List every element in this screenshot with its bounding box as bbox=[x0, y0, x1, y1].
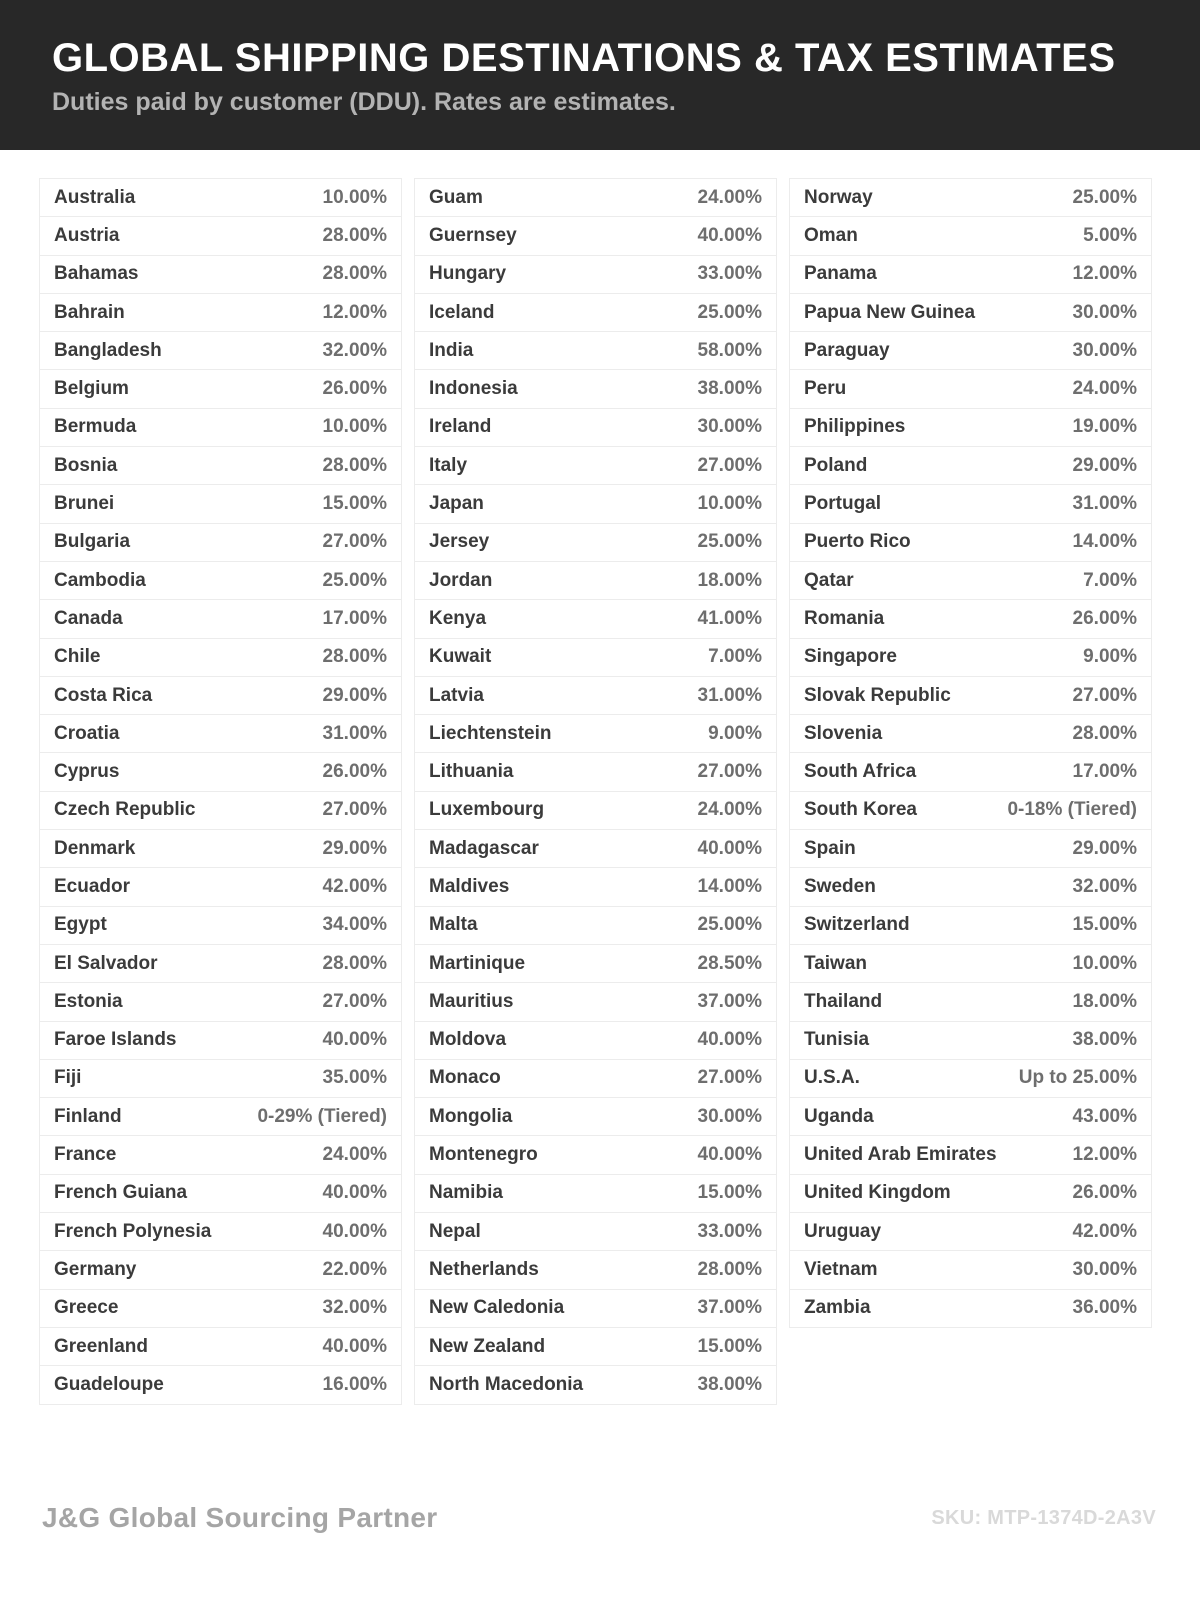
country-label: Papua New Guinea bbox=[804, 301, 976, 323]
table-row bbox=[789, 638, 1152, 677]
table-row bbox=[789, 1021, 1152, 1060]
table-row bbox=[414, 752, 777, 791]
country-label: United Arab Emirates bbox=[804, 1144, 997, 1166]
rate-value: 29.00% bbox=[322, 837, 387, 859]
country-label: Latvia bbox=[429, 684, 484, 706]
rate-value: 40.00% bbox=[322, 1029, 387, 1051]
table-row bbox=[789, 1250, 1152, 1289]
rate-value: 37.00% bbox=[697, 1297, 762, 1319]
country-label: Qatar bbox=[804, 569, 854, 591]
table-row bbox=[414, 1174, 777, 1213]
country-label: Bermuda bbox=[54, 416, 137, 438]
table-row bbox=[39, 982, 402, 1021]
rates-column-2 bbox=[414, 178, 777, 1405]
rate-value: 18.00% bbox=[697, 569, 762, 591]
rate-value: 9.00% bbox=[708, 722, 762, 744]
table-row bbox=[789, 561, 1152, 600]
country-label: United Kingdom bbox=[804, 1182, 951, 1204]
table-row bbox=[414, 369, 777, 408]
country-label: Tunisia bbox=[804, 1029, 870, 1051]
rate-value: 10.00% bbox=[322, 186, 387, 208]
rate-value: 26.00% bbox=[322, 761, 387, 783]
country-label: Egypt bbox=[54, 914, 107, 936]
table-row bbox=[39, 369, 402, 408]
rate-value: 33.00% bbox=[697, 1220, 762, 1242]
rate-value: 26.00% bbox=[1072, 1182, 1137, 1204]
table-row bbox=[414, 599, 777, 638]
country-label: Bahamas bbox=[54, 263, 139, 285]
rate-value: 30.00% bbox=[1072, 1258, 1137, 1280]
rate-value: 28.00% bbox=[322, 263, 387, 285]
table-row bbox=[789, 484, 1152, 523]
rate-value: 25.00% bbox=[697, 914, 762, 936]
table-row bbox=[414, 1212, 777, 1251]
table-row bbox=[789, 982, 1152, 1021]
table-row bbox=[789, 523, 1152, 562]
rate-value: 28.00% bbox=[322, 952, 387, 974]
table-row bbox=[414, 1289, 777, 1328]
table-row bbox=[414, 408, 777, 447]
country-label: Italy bbox=[429, 454, 468, 476]
table-row bbox=[414, 1097, 777, 1136]
rate-value: 28.50% bbox=[697, 952, 762, 974]
table-row bbox=[414, 255, 777, 294]
table-row bbox=[39, 638, 402, 677]
rate-value: 41.00% bbox=[697, 607, 762, 629]
rate-value: 15.00% bbox=[1072, 914, 1137, 936]
rate-value: 29.00% bbox=[322, 684, 387, 706]
country-label: Slovak Republic bbox=[804, 684, 951, 706]
country-label: Guadeloupe bbox=[54, 1373, 164, 1395]
rate-value: 24.00% bbox=[322, 1144, 387, 1166]
rate-value: 29.00% bbox=[1072, 837, 1137, 859]
rates-table bbox=[39, 178, 1152, 1405]
rate-value: 10.00% bbox=[1072, 952, 1137, 974]
table-row bbox=[414, 446, 777, 485]
table-row bbox=[414, 1021, 777, 1060]
table-row bbox=[414, 216, 777, 255]
table-row bbox=[39, 676, 402, 715]
rate-value: 28.00% bbox=[1072, 722, 1137, 744]
table-row bbox=[789, 676, 1152, 715]
rate-value: 29.00% bbox=[1072, 454, 1137, 476]
table-row bbox=[414, 1250, 777, 1289]
country-label: Moldova bbox=[429, 1029, 507, 1051]
country-label: Poland bbox=[804, 454, 868, 476]
rate-value: 35.00% bbox=[322, 1067, 387, 1089]
table-row bbox=[789, 408, 1152, 447]
country-label: French Polynesia bbox=[54, 1220, 212, 1242]
rate-value: 9.00% bbox=[1083, 646, 1137, 668]
country-label: Greece bbox=[54, 1297, 119, 1319]
rate-value: 30.00% bbox=[697, 1105, 762, 1127]
country-label: North Macedonia bbox=[429, 1373, 584, 1395]
rate-value: 14.00% bbox=[1072, 531, 1137, 553]
country-label: Oman bbox=[804, 224, 858, 246]
table-row bbox=[39, 1135, 402, 1174]
table-row bbox=[789, 331, 1152, 370]
table-row bbox=[789, 1059, 1152, 1098]
rate-value: 40.00% bbox=[697, 1029, 762, 1051]
country-label: U.S.A. bbox=[804, 1067, 860, 1089]
table-row bbox=[414, 1327, 777, 1366]
country-label: Malta bbox=[429, 914, 478, 936]
country-label: South Africa bbox=[804, 761, 917, 783]
rate-value: 27.00% bbox=[322, 990, 387, 1012]
table-row bbox=[39, 1097, 402, 1136]
rate-value: 28.00% bbox=[322, 454, 387, 476]
country-label: Montenegro bbox=[429, 1144, 538, 1166]
rate-value: 14.00% bbox=[697, 875, 762, 897]
country-label: Slovenia bbox=[804, 722, 883, 744]
rate-value: 0-18% (Tiered) bbox=[1007, 799, 1137, 821]
rate-value: 25.00% bbox=[1072, 186, 1137, 208]
country-label: Maldives bbox=[429, 875, 510, 897]
table-row bbox=[789, 293, 1152, 332]
rate-value: 40.00% bbox=[322, 1335, 387, 1357]
country-label: Iceland bbox=[429, 301, 495, 323]
country-label: Uruguay bbox=[804, 1220, 882, 1242]
rate-value: 12.00% bbox=[1072, 1144, 1137, 1166]
rate-value: 27.00% bbox=[697, 454, 762, 476]
rate-value: 10.00% bbox=[322, 416, 387, 438]
country-label: Chile bbox=[54, 646, 101, 668]
table-row bbox=[414, 484, 777, 523]
country-label: Hungary bbox=[429, 263, 507, 285]
table-row bbox=[789, 791, 1152, 830]
table-row bbox=[789, 829, 1152, 868]
country-label: Ireland bbox=[429, 416, 492, 438]
country-label: Brunei bbox=[54, 493, 115, 515]
table-row bbox=[789, 944, 1152, 983]
country-label: Mauritius bbox=[429, 990, 514, 1012]
brand-name: J&G Global Sourcing Partner bbox=[42, 1502, 438, 1533]
country-label: New Zealand bbox=[429, 1335, 546, 1357]
rate-value: 27.00% bbox=[1072, 684, 1137, 706]
table-row bbox=[39, 331, 402, 370]
rates-column-1 bbox=[39, 178, 402, 1405]
rate-value: 30.00% bbox=[1072, 301, 1137, 323]
rate-value: 22.00% bbox=[322, 1258, 387, 1280]
rate-value: 42.00% bbox=[322, 875, 387, 897]
rate-value: 32.00% bbox=[1072, 875, 1137, 897]
rate-value: 31.00% bbox=[1072, 493, 1137, 515]
table-row bbox=[414, 638, 777, 677]
country-label: Lithuania bbox=[429, 761, 514, 783]
table-row bbox=[39, 1327, 402, 1366]
country-label: Sweden bbox=[804, 875, 876, 897]
country-label: Madagascar bbox=[429, 837, 539, 859]
table-row bbox=[789, 369, 1152, 408]
country-label: Bosnia bbox=[54, 454, 118, 476]
rate-value: 25.00% bbox=[697, 531, 762, 553]
rate-value: 10.00% bbox=[697, 493, 762, 515]
country-label: Cyprus bbox=[54, 761, 120, 783]
country-label: Peru bbox=[804, 378, 847, 400]
table-row bbox=[414, 523, 777, 562]
rate-value: 36.00% bbox=[1072, 1297, 1137, 1319]
table-row bbox=[39, 408, 402, 447]
country-label: South Korea bbox=[804, 799, 917, 821]
country-label: Panama bbox=[804, 263, 877, 285]
table-row bbox=[39, 446, 402, 485]
table-row bbox=[414, 1059, 777, 1098]
table-row bbox=[39, 255, 402, 294]
country-label: Monaco bbox=[429, 1067, 501, 1089]
rate-value: 15.00% bbox=[322, 493, 387, 515]
rate-value: 30.00% bbox=[697, 416, 762, 438]
country-label: Costa Rica bbox=[54, 684, 153, 706]
rate-value: 42.00% bbox=[1072, 1220, 1137, 1242]
country-label: Nepal bbox=[429, 1220, 481, 1242]
rate-value: 38.00% bbox=[697, 378, 762, 400]
table-row bbox=[39, 1174, 402, 1213]
rate-value: 31.00% bbox=[697, 684, 762, 706]
table-row bbox=[414, 676, 777, 715]
table-row bbox=[789, 178, 1152, 217]
country-label: Taiwan bbox=[804, 952, 867, 974]
table-row bbox=[414, 1135, 777, 1174]
rate-value: 0-29% (Tiered) bbox=[257, 1105, 387, 1127]
country-label: Martinique bbox=[429, 952, 526, 974]
country-label: Guam bbox=[429, 186, 483, 208]
country-label: Finland bbox=[54, 1105, 122, 1127]
table-row bbox=[39, 1289, 402, 1328]
country-label: Uganda bbox=[804, 1105, 874, 1127]
table-row bbox=[789, 752, 1152, 791]
rate-value: 31.00% bbox=[322, 722, 387, 744]
country-label: Singapore bbox=[804, 646, 897, 668]
country-label: Indonesia bbox=[429, 378, 518, 400]
country-label: Bahrain bbox=[54, 301, 125, 323]
table-row bbox=[789, 906, 1152, 945]
rates-column-3 bbox=[789, 178, 1152, 1328]
country-label: Czech Republic bbox=[54, 799, 196, 821]
table-row bbox=[39, 599, 402, 638]
rate-value: 43.00% bbox=[1072, 1105, 1137, 1127]
rate-value: 17.00% bbox=[1072, 761, 1137, 783]
rate-value: 32.00% bbox=[322, 339, 387, 361]
country-label: Japan bbox=[429, 493, 484, 515]
table-row bbox=[414, 178, 777, 217]
table-row bbox=[39, 867, 402, 906]
country-label: Norway bbox=[804, 186, 873, 208]
country-label: Puerto Rico bbox=[804, 531, 911, 553]
country-label: Kuwait bbox=[429, 646, 492, 668]
table-row bbox=[39, 1250, 402, 1289]
rate-value: 30.00% bbox=[1072, 339, 1137, 361]
page-title: GLOBAL SHIPPING DESTINATIONS & TAX ESTIMATES bbox=[52, 36, 1116, 80]
country-label: Bangladesh bbox=[54, 339, 162, 361]
sku-label: SKU: MTP-1374D-2A3V bbox=[931, 1506, 1156, 1529]
table-row bbox=[414, 331, 777, 370]
table-row bbox=[789, 1135, 1152, 1174]
table-row bbox=[414, 1365, 777, 1404]
table-row bbox=[39, 1212, 402, 1251]
rate-value: 58.00% bbox=[697, 339, 762, 361]
footer bbox=[0, 1502, 1200, 1534]
country-label: Namibia bbox=[429, 1182, 503, 1204]
rate-value: 40.00% bbox=[697, 837, 762, 859]
rate-value: 15.00% bbox=[697, 1182, 762, 1204]
rate-value: 38.00% bbox=[697, 1373, 762, 1395]
country-label: Greenland bbox=[54, 1335, 148, 1357]
country-label: Romania bbox=[804, 607, 885, 629]
header-banner bbox=[0, 0, 1200, 150]
country-label: Switzerland bbox=[804, 914, 910, 936]
rate-value: 24.00% bbox=[1072, 378, 1137, 400]
rate-value: 12.00% bbox=[1072, 263, 1137, 285]
country-label: Jordan bbox=[429, 569, 493, 591]
rate-value: 34.00% bbox=[322, 914, 387, 936]
table-row bbox=[789, 1174, 1152, 1213]
rate-value: 28.00% bbox=[322, 646, 387, 668]
table-row bbox=[39, 1059, 402, 1098]
rate-value: 40.00% bbox=[697, 224, 762, 246]
table-row bbox=[414, 944, 777, 983]
rate-value: 25.00% bbox=[697, 301, 762, 323]
country-label: Fiji bbox=[54, 1067, 82, 1089]
table-row bbox=[414, 714, 777, 753]
rate-value: 7.00% bbox=[708, 646, 762, 668]
country-label: Australia bbox=[54, 186, 136, 208]
table-row bbox=[789, 1097, 1152, 1136]
rate-value: 26.00% bbox=[322, 378, 387, 400]
rate-value: 7.00% bbox=[1083, 569, 1137, 591]
rate-value: 16.00% bbox=[322, 1373, 387, 1395]
country-label: Bulgaria bbox=[54, 531, 131, 553]
table-row bbox=[39, 484, 402, 523]
country-label: Vietnam bbox=[804, 1258, 878, 1280]
country-label: France bbox=[54, 1144, 117, 1166]
country-label: Zambia bbox=[804, 1297, 871, 1319]
country-label: India bbox=[429, 339, 474, 361]
table-row bbox=[39, 752, 402, 791]
country-label: Austria bbox=[54, 224, 120, 246]
table-row bbox=[39, 293, 402, 332]
country-label: Cambodia bbox=[54, 569, 146, 591]
country-label: Faroe Islands bbox=[54, 1029, 177, 1051]
country-label: Germany bbox=[54, 1258, 137, 1280]
rate-value: 28.00% bbox=[697, 1258, 762, 1280]
rate-value: 33.00% bbox=[697, 263, 762, 285]
rate-value: 38.00% bbox=[1072, 1029, 1137, 1051]
rate-value: 17.00% bbox=[322, 607, 387, 629]
rate-value: 15.00% bbox=[697, 1335, 762, 1357]
country-label: Croatia bbox=[54, 722, 120, 744]
table-row bbox=[414, 561, 777, 600]
rate-value: 27.00% bbox=[697, 761, 762, 783]
table-row bbox=[789, 1289, 1152, 1328]
rate-value: 19.00% bbox=[1072, 416, 1137, 438]
rate-value: 24.00% bbox=[697, 799, 762, 821]
table-row bbox=[39, 1021, 402, 1060]
rate-value: 32.00% bbox=[322, 1297, 387, 1319]
table-row bbox=[789, 216, 1152, 255]
country-label: Kenya bbox=[429, 607, 487, 629]
rate-value: 24.00% bbox=[697, 186, 762, 208]
rate-value: 18.00% bbox=[1072, 990, 1137, 1012]
rate-value: 12.00% bbox=[322, 301, 387, 323]
rate-value: 40.00% bbox=[697, 1144, 762, 1166]
table-row bbox=[414, 791, 777, 830]
table-row bbox=[39, 714, 402, 753]
table-row bbox=[414, 829, 777, 868]
country-label: French Guiana bbox=[54, 1182, 188, 1204]
country-label: Luxembourg bbox=[429, 799, 545, 821]
country-label: Paraguay bbox=[804, 339, 890, 361]
rate-value: 5.00% bbox=[1083, 224, 1137, 246]
country-label: Belgium bbox=[54, 378, 129, 400]
rate-value: 27.00% bbox=[322, 531, 387, 553]
table-row bbox=[789, 714, 1152, 753]
table-row bbox=[39, 1365, 402, 1404]
table-row bbox=[414, 906, 777, 945]
rate-value: 40.00% bbox=[322, 1182, 387, 1204]
rate-value: 27.00% bbox=[322, 799, 387, 821]
country-label: Mongolia bbox=[429, 1105, 513, 1127]
rate-value: 40.00% bbox=[322, 1220, 387, 1242]
country-label: New Caledonia bbox=[429, 1297, 565, 1319]
country-label: Ecuador bbox=[54, 875, 131, 897]
rate-value: 27.00% bbox=[697, 1067, 762, 1089]
country-label: Jersey bbox=[429, 531, 490, 553]
table-row bbox=[39, 791, 402, 830]
table-row bbox=[39, 944, 402, 983]
country-label: Philippines bbox=[804, 416, 906, 438]
country-label: Canada bbox=[54, 607, 123, 629]
country-label: Portugal bbox=[804, 493, 882, 515]
rate-value: 25.00% bbox=[322, 569, 387, 591]
country-label: Spain bbox=[804, 837, 856, 859]
rate-value: Up to 25.00% bbox=[1018, 1067, 1137, 1089]
rate-value: 37.00% bbox=[697, 990, 762, 1012]
country-label: Thailand bbox=[804, 990, 883, 1012]
table-row bbox=[39, 561, 402, 600]
country-label: Guernsey bbox=[429, 224, 517, 246]
page-subtitle: Duties paid by customer (DDU). Rates are estimates. bbox=[52, 88, 676, 116]
table-row bbox=[39, 216, 402, 255]
table-row bbox=[414, 293, 777, 332]
country-label: El Salvador bbox=[54, 952, 158, 974]
table-row bbox=[39, 906, 402, 945]
table-row bbox=[789, 255, 1152, 294]
country-label: Estonia bbox=[54, 990, 123, 1012]
table-row bbox=[789, 867, 1152, 906]
table-row bbox=[39, 829, 402, 868]
country-label: Liechtenstein bbox=[429, 722, 552, 744]
table-row bbox=[789, 446, 1152, 485]
table-row bbox=[789, 599, 1152, 638]
country-label: Netherlands bbox=[429, 1258, 539, 1280]
country-label: Denmark bbox=[54, 837, 136, 859]
table-row bbox=[789, 1212, 1152, 1251]
table-row bbox=[414, 867, 777, 906]
table-row bbox=[39, 178, 402, 217]
table-row bbox=[414, 982, 777, 1021]
rate-value: 28.00% bbox=[322, 224, 387, 246]
table-row bbox=[39, 523, 402, 562]
rate-value: 26.00% bbox=[1072, 607, 1137, 629]
